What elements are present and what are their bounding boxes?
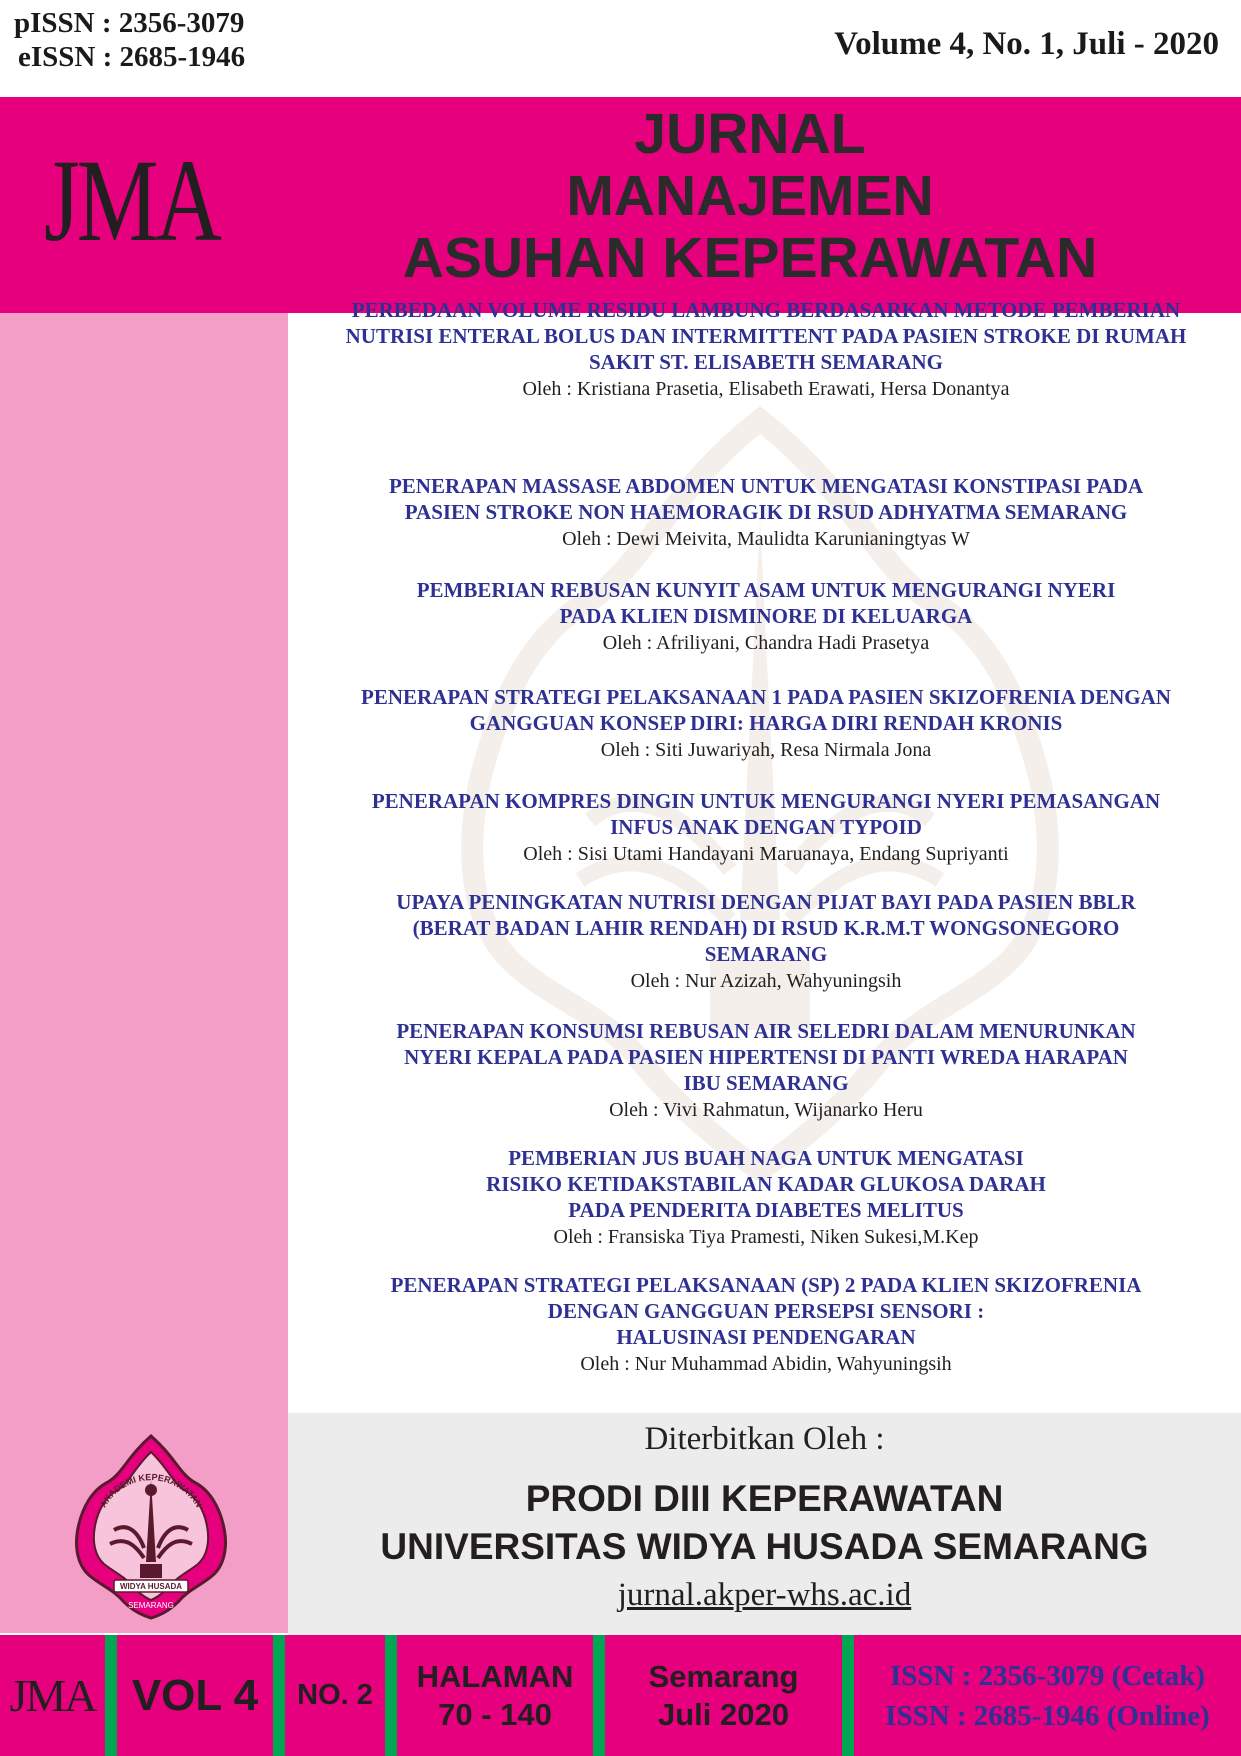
article-item — [296, 577, 1236, 656]
article-title-line: PENERAPAN MASSASE ABDOMEN UNTUK MENGATASI KONSTIPASI PADA — [388, 474, 1144, 498]
article-item — [296, 1018, 1236, 1123]
article-title-line: PENERAPAN KOMPRES DINGIN UNTUK MENGURANGI NYERI PEMASANGAN — [371, 789, 1161, 813]
article-title-line: PADA PENDERITA DIABETES MELITUS — [568, 1198, 964, 1222]
article-authors: Oleh : Kristiana Prasetia, Elisabeth Erawati, Hersa Donantya — [522, 378, 1010, 400]
article-item — [296, 297, 1236, 402]
article-title-line: DENGAN GANGGUAN PERSEPSI SENSORI : — [547, 1299, 985, 1323]
green-divider — [273, 1635, 285, 1756]
publisher-label: Diterbitkan Oleh : — [644, 1421, 885, 1457]
green-divider — [385, 1635, 397, 1756]
article-title-line: PENERAPAN STRATEGI PELAKSANAAN 1 PADA PASIEN SKIZOFRENIA DENGAN — [361, 685, 1171, 709]
article-authors: Oleh : Dewi Meivita, Maulidta Karunianingtyas W — [562, 528, 970, 550]
institution-seal-icon — [70, 1430, 232, 1620]
article-title-line: PERBEDAAN VOLUME RESIDU LAMBUNG BERDASARKAN METODE PEMBERIAN — [351, 298, 1181, 322]
article-title-line: PEMBERIAN REBUSAN KUNYIT ASAM UNTUK MENGURANGI NYERI — [416, 578, 1116, 602]
article-title — [296, 1272, 1236, 1350]
footer-pages-range: 70 - 140 — [438, 1696, 552, 1732]
article-title — [296, 1018, 1236, 1096]
article-title-line: RISIKO KETIDAKSTABILAN KADAR GLUKOSA DARAH — [486, 1172, 1046, 1196]
footer-issn-print: ISSN : 2356-3079 (Cetak) — [890, 1659, 1205, 1692]
pissn-text: pISSN : 2356-3079 — [14, 7, 245, 39]
article-authors: Oleh : Fransiska Tiya Pramesti, Niken Sukesi,M.Kep — [553, 1226, 979, 1248]
article-title — [296, 889, 1236, 967]
footer-place: Semarang — [648, 1658, 799, 1694]
footer-place-date — [605, 1635, 842, 1756]
eissn-text: eISSN : 2685-1946 — [18, 41, 246, 73]
article-item — [296, 788, 1236, 867]
journal-title — [290, 103, 1210, 289]
footer-volume: VOL 4 — [131, 1670, 259, 1720]
article-title — [296, 297, 1236, 375]
footer-jma: JMA — [9, 1670, 96, 1721]
green-divider — [842, 1635, 854, 1756]
article-title-line: INFUS ANAK DENGAN TYPOID — [610, 815, 922, 839]
article-item — [296, 1145, 1236, 1250]
article-title — [296, 577, 1236, 629]
article-item — [296, 684, 1236, 763]
article-title-line: UPAYA PENINGKATAN NUTRISI DENGAN PIJAT BAYI PADA PASIEN BBLR — [396, 890, 1136, 914]
article-title — [296, 788, 1236, 840]
footer-pages-label: HALAMAN — [416, 1658, 574, 1694]
seal-top-text: AKADEMI KEPERAWATAN — [97, 1472, 205, 1510]
article-title-line: PEMBERIAN JUS BUAH NAGA UNTUK MENGATASI — [508, 1146, 1024, 1170]
article-authors: Oleh : Nur Muhammad Abidin, Wahyuningsih — [580, 1353, 952, 1375]
article-title-line: (BERAT BADAN LAHIR RENDAH) DI RSUD K.R.M.T WONGSONEGORO — [412, 916, 1120, 940]
publisher-name — [288, 1475, 1241, 1571]
article-title-line: HALUSINASI PENDENGARAN — [616, 1325, 916, 1349]
article-title — [296, 473, 1236, 525]
seal-bottom-text: SEMARANG — [128, 1601, 174, 1610]
footer-number: NO. 2 — [297, 1679, 373, 1711]
article-item — [296, 473, 1236, 552]
publisher-name-line: UNIVERSITAS WIDYA HUSADA SEMARANG — [380, 1526, 1149, 1567]
article-item — [296, 1272, 1236, 1377]
publisher-name-line: PRODI DIII KEPERAWATAN — [525, 1478, 1004, 1519]
seal-banner-text: WIDYA HUSADA — [119, 1582, 183, 1591]
article-title-line: SEMARANG — [704, 942, 828, 966]
jma-logo: JMA — [44, 135, 219, 266]
journal-url-link[interactable]: jurnal.akper-whs.ac.id — [617, 1577, 912, 1613]
article-title-line: NYERI KEPALA PADA PASIEN HIPERTENSI DI PANTI WREDA HARAPAN — [404, 1045, 1128, 1069]
footer-issn — [854, 1635, 1241, 1756]
article-title-line: SAKIT ST. ELISABETH SEMARANG — [589, 350, 943, 374]
article-authors: Oleh : Afriliyani, Chandra Hadi Prasetya — [602, 632, 930, 654]
article-authors: Oleh : Sisi Utami Handayani Maruanaya, Endang Supriyanti — [523, 843, 1009, 865]
article-title — [296, 1145, 1236, 1223]
footer-pages — [397, 1635, 593, 1756]
article-title-line: NUTRISI ENTERAL BOLUS DAN INTERMITTENT PADA PASIEN STROKE DI RUMAH — [345, 324, 1187, 348]
article-title-line: PENERAPAN KONSUMSI REBUSAN AIR SELEDRI DALAM MENURUNKAN — [396, 1019, 1136, 1043]
article-title-line: PENERAPAN STRATEGI PELAKSANAAN (SP) 2 PADA KLIEN SKIZOFRENIA — [390, 1273, 1142, 1297]
green-divider — [105, 1635, 117, 1756]
article-authors: Oleh : Nur Azizah, Wahyuningsih — [630, 970, 902, 992]
article-title-line: PADA KLIEN DISMINORE DI KELUARGA — [559, 604, 973, 628]
footer-date: Juli 2020 — [658, 1696, 789, 1732]
article-item — [296, 889, 1236, 994]
journal-title-line: ASUHAN KEPERAWATAN — [402, 226, 1098, 290]
article-title-line: GANGGUAN KONSEP DIRI: HARGA DIRI RENDAH KRONIS — [469, 711, 1063, 735]
issn-block — [14, 6, 245, 74]
journal-title-line: MANAJEMEN — [566, 164, 934, 228]
journal-title-line: JURNAL — [634, 102, 866, 166]
volume-text: Volume 4, No. 1, Juli - 2020 — [834, 26, 1219, 62]
publisher-band — [288, 1413, 1241, 1635]
article-authors: Oleh : Siti Juwariyah, Resa Nirmala Jona — [600, 739, 932, 761]
article-title-line: IBU SEMARANG — [683, 1071, 849, 1095]
article-authors: Oleh : Vivi Rahmatun, Wijanarko Heru — [609, 1099, 923, 1121]
green-divider — [593, 1635, 605, 1756]
article-title-line: PASIEN STROKE NON HAEMORAGIK DI RSUD ADHYATMA SEMARANG — [404, 500, 1128, 524]
footer-issn-online: ISSN : 2685-1946 (Online) — [885, 1699, 1210, 1732]
article-title — [296, 684, 1236, 736]
